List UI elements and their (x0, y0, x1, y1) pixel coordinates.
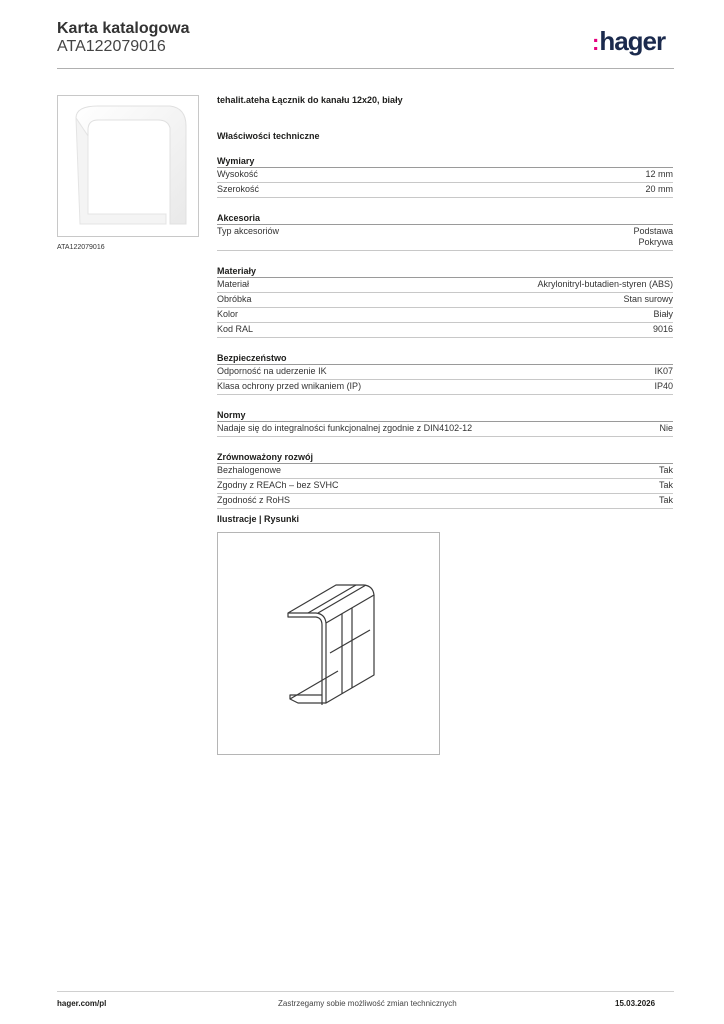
property-section (217, 265, 673, 338)
property-value: IP40 (654, 381, 673, 391)
property-value: Stan surowy (623, 294, 673, 304)
section-title: Wymiary (217, 155, 673, 168)
technical-properties-heading: Właściwości techniczne (217, 131, 320, 141)
footer-date: 15.03.2026 (615, 999, 656, 1008)
property-label: Bezhalogenowe (217, 465, 282, 475)
section-title: Normy (217, 409, 673, 422)
header-product-code: ATA122079016 (57, 38, 166, 55)
property-row (217, 278, 673, 293)
product-image-caption: ATA122079016 (57, 244, 105, 251)
logo-dots-icon: : (592, 30, 599, 55)
property-section (217, 212, 673, 251)
footer-notice: Zastrzegamy sobie możliwość zmian technicznych (278, 999, 457, 1008)
property-value: 20 mm (645, 184, 673, 194)
property-label: Wysokość (217, 169, 258, 179)
illustrations-heading: Ilustracje | Rysunki (217, 514, 300, 524)
property-label: Szerokość (217, 184, 260, 194)
connector-drawing-icon (218, 533, 439, 754)
property-row (217, 479, 673, 494)
section-title: Akcesoria (217, 212, 673, 225)
property-row (217, 464, 673, 479)
property-label: Obróbka (217, 294, 252, 304)
product-title: tehalit.ateha Łącznik do kanału 12x20, biały (217, 95, 403, 105)
property-value: Akrylonitryl-butadien-styren (ABS) (537, 279, 673, 289)
property-label: Zgodność z RoHS (217, 495, 291, 505)
property-row (217, 225, 673, 251)
property-row (217, 323, 673, 338)
property-row (217, 422, 673, 437)
property-value: Tak (658, 495, 673, 505)
logo-text: hager (599, 26, 666, 56)
property-value: Tak (658, 480, 673, 490)
property-value: 9016 (652, 324, 673, 334)
property-label: Materiał (217, 279, 250, 289)
header-title: Karta katalogowa (57, 20, 190, 37)
property-row (217, 494, 673, 509)
connector-photo-icon (58, 96, 198, 236)
property-label: Klasa ochrony przed wnikaniem (IP) (217, 381, 362, 391)
property-row (217, 380, 673, 395)
property-row (217, 168, 673, 183)
property-section (217, 155, 673, 198)
property-label: Typ akcesoriów (217, 226, 280, 236)
technical-content (217, 95, 673, 523)
property-section (217, 409, 673, 437)
property-label: Odporność na uderzenie IK (217, 366, 327, 376)
property-value: 12 mm (645, 169, 673, 179)
property-label: Kod RAL (217, 324, 254, 334)
property-sections (217, 155, 673, 509)
section-title: Zrównoważony rozwój (217, 451, 673, 464)
property-row (217, 293, 673, 308)
footer-rule (57, 991, 674, 992)
property-row (217, 365, 673, 380)
product-image (57, 95, 199, 237)
property-label: Zgodny z REACh – bez SVHC (217, 480, 339, 490)
property-value: Biały (653, 309, 673, 319)
header-rule (57, 68, 674, 69)
property-section (217, 451, 673, 509)
property-row (217, 308, 673, 323)
property-section (217, 352, 673, 395)
footer-website-link[interactable]: hager.com/pl (57, 999, 107, 1008)
technical-drawing (217, 532, 440, 755)
hager-logo (592, 26, 665, 57)
property-value: Tak (658, 465, 673, 475)
section-title: Bezpieczeństwo (217, 352, 673, 365)
property-row (217, 183, 673, 198)
section-title: Materiały (217, 265, 673, 278)
property-value: Podstawa Pokrywa (633, 226, 673, 247)
property-value: Nie (659, 423, 673, 433)
property-label: Nadaje się do integralności funkcjonalnej zgodnie z DIN4102-12 (217, 423, 473, 433)
property-value: IK07 (654, 366, 673, 376)
property-label: Kolor (217, 309, 239, 319)
